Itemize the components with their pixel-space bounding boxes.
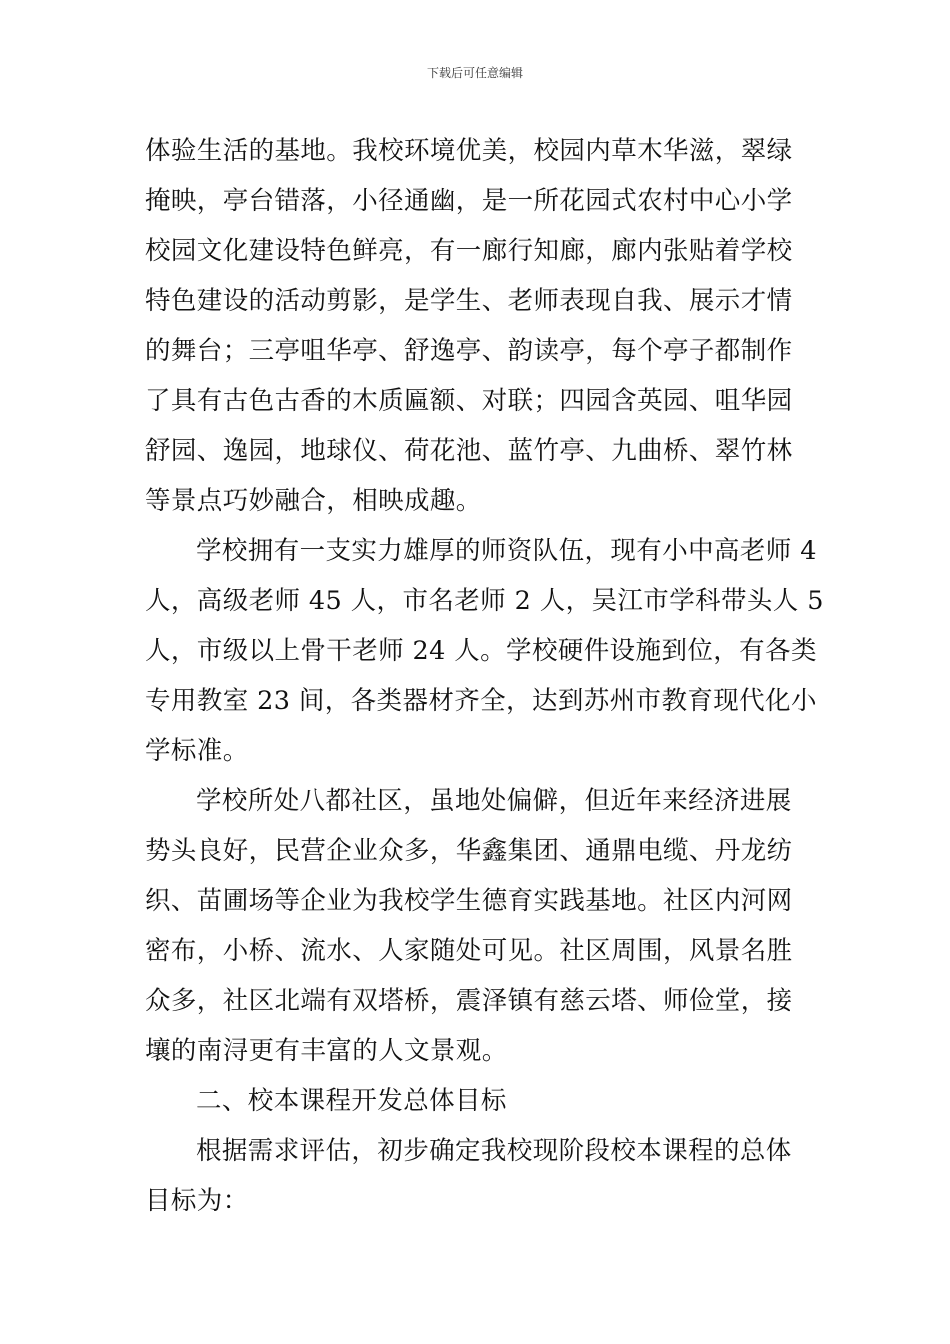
text-line: 专用教室 23 间，各类器材齐全，达到苏州市教育现代化小 — [145, 686, 817, 716]
text-line: 的舞台；三亭咀华亭、舒逸亭、韵读亭，每个亭子都制作 — [145, 336, 793, 366]
text-line: 众多，社区北端有双塔桥，震泽镇有慈云塔、师俭堂，接 — [145, 986, 793, 1016]
text-line: 等景点巧妙融合，相映成趣。 — [145, 486, 482, 516]
section-heading: 二、校本课程开发总体目标 — [196, 1086, 507, 1116]
paragraph-first-line: 学校拥有一支实力雄厚的师资队伍，现有小中高老师 4 — [196, 536, 817, 566]
text-line: 织、苗圃场等企业为我校学生德育实践基地。社区内河网 — [145, 886, 793, 916]
text-line: 学标准。 — [145, 736, 249, 766]
paragraph-first-line: 根据需求评估，初步确定我校现阶段校本课程的总体 — [196, 1136, 792, 1166]
text-line: 壤的南浔更有丰富的人文景观。 — [145, 1036, 508, 1066]
text-line: 势头良好，民营企业众多，华鑫集团、通鼎电缆、丹龙纺 — [145, 836, 793, 866]
text-line: 了具有古色古香的木质匾额、对联；四园含英园、咀华园 — [145, 386, 793, 416]
paragraph-first-line: 学校所处八都社区，虽地处偏僻，但近年来经济进展 — [196, 786, 792, 816]
text-line: 目标为： — [145, 1186, 249, 1216]
text-line: 掩映，亭台错落，小径通幽，是一所花园式农村中心小学 — [145, 186, 793, 216]
text-line: 舒园、逸园，地球仪、荷花池、蓝竹亭、九曲桥、翠竹林 — [145, 436, 793, 466]
text-line: 体验生活的基地。我校环境优美，校园内草木华滋，翠绿 — [145, 136, 793, 166]
text-line: 人，市级以上骨干老师 24 人。学校硬件设施到位，有各类 — [145, 636, 817, 666]
text-line: 人，高级老师 45 人，市名老师 2 人，吴江市学科带头人 5 — [145, 586, 824, 616]
text-line: 密布，小桥、流水、人家随处可见。社区周围，风景名胜 — [145, 936, 793, 966]
text-line: 特色建设的活动剪影，是学生、老师表现自我、展示才情 — [145, 286, 793, 316]
text-line: 校园文化建设特色鲜亮，有一廊行知廊，廊内张贴着学校 — [145, 236, 793, 266]
page-header: 下载后可任意编辑 — [426, 66, 523, 80]
